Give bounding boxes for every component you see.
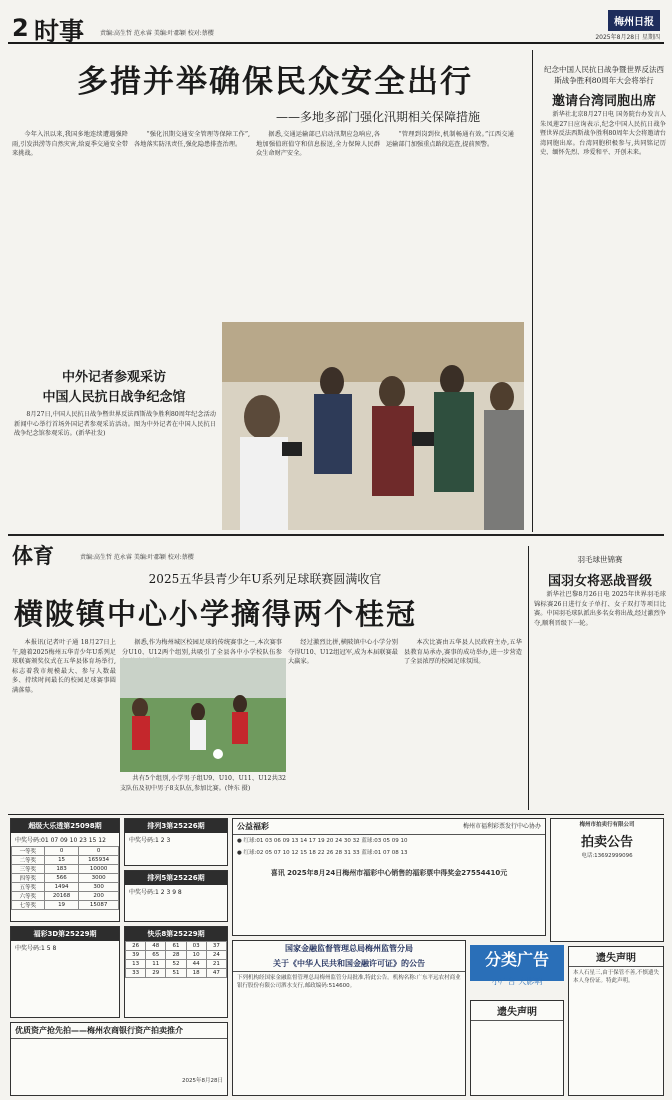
- table-cell: 183: [44, 865, 78, 874]
- table-cell: 19: [44, 901, 78, 910]
- article-text: 本次比赛由五华县人民政府主办,五华县教育局承办,赛事的成功举办,进一步营造了全县浓厚的校园足球氛围。: [404, 639, 522, 666]
- public-lottery-issuer: 梅州市福利彩票发行中心协办: [462, 823, 541, 830]
- public-lottery-draw-1: ● 红球:01 03 06 09 13 14 17 19 20 24 30 32 蓝球:03 05 09 10: [237, 838, 408, 844]
- article-text: 经过激烈比拼,横陂镇中心小学分别夺得U10、U12组冠军,成为本届联赛最大赢家。: [288, 639, 398, 666]
- prize-row: [12, 901, 119, 910]
- table-cell: 24: [206, 951, 226, 960]
- section-title: 时事: [34, 17, 85, 46]
- caption-text: 共有5个组别,小学男子组U9、U10、U11、U12共32支队伍及初中男子8支队伍,参加比赛。(钟东 摄): [120, 775, 286, 792]
- sports-photo: [120, 658, 286, 772]
- table-cell: 1494: [44, 883, 78, 892]
- table-cell: 一等奖: [12, 847, 45, 856]
- table-cell: 48: [146, 942, 166, 951]
- table-cell: 六等奖: [12, 892, 45, 901]
- regulator-notice: [232, 940, 466, 1096]
- table-cell: 26: [126, 942, 146, 951]
- lottery-title: 快乐8第25229期: [125, 927, 227, 941]
- main-subhead: ——多地多部门强化汛期相关保障措施: [275, 110, 480, 124]
- sports-column-3: [288, 638, 398, 810]
- lost-notice-1: [470, 1000, 564, 1096]
- main-headline: 多措并举确保民众安全出行: [77, 64, 473, 100]
- article-column-3: [256, 130, 380, 340]
- auction-headline: 拍卖公告: [580, 835, 633, 851]
- table-cell: 0: [79, 847, 119, 856]
- classified-tagline: 小广告 大影响: [491, 977, 543, 986]
- table-cell: 11: [146, 960, 166, 969]
- sports-headline: 横陂镇中心小学摘得两个桂冠: [14, 597, 418, 631]
- column-divider: [532, 50, 533, 532]
- side-sports-body: [534, 590, 666, 810]
- newspaper-logo: 梅州日报: [608, 10, 660, 31]
- lottery-box-2: [124, 818, 228, 866]
- page-masthead: [8, 4, 664, 44]
- table-cell: 20168: [44, 892, 78, 901]
- sports-subhead: 2025五华县青少年U系列足球联赛圆满收官: [148, 572, 382, 586]
- side-sports-headline: 国羽女将恶战晋级: [547, 574, 652, 589]
- article-text: 据悉,交通运输部已启动汛期应急响应,各地加强值班值守和信息报送,全力保障人民群众生命财产安全。: [256, 131, 380, 158]
- lottery-numbers: 中奖号码:1 5 8: [15, 945, 57, 952]
- article-text: 新华社北京8月27日电 国务院台办发言人朱凤莲27日应询表示,纪念中国人民抗日战争暨世界反法西斯战争胜利80周年大会将邀请台湾同胞出席。台湾同胞积极参与,共同铭记历史、缅怀先烈、珍爱和平、开创未来。: [540, 111, 666, 157]
- article-text: 据悉,作为梅州城区校园足球的传统赛事之一,本次赛事分U10、U12两个组别,共吸引了全县各中小学校队伍参: [122, 639, 282, 656]
- lottery-title: 排列3第25226期: [125, 819, 227, 833]
- article-text: 本报讯(记者叶子通 18月27日上午,随着2025梅州五华青少年U系列足球联赛颁奖仪式在五华县体育场举行,标志着我市规模最大、参与人数最多、持续时间最长的校园足球赛事圆满落幕。: [12, 639, 116, 695]
- public-lottery-title: [233, 819, 545, 835]
- table-cell: 52: [166, 960, 186, 969]
- prize-row: [12, 856, 119, 865]
- table-cell: 200: [79, 892, 119, 901]
- lottery-prize-table: [11, 846, 119, 910]
- side-story-headline: 邀请台湾同胞出席: [551, 94, 656, 109]
- lost-notice-title: 遗失声明: [471, 1001, 563, 1021]
- page-number: 2: [12, 14, 29, 42]
- bank-ad-date: 2025年8月28日: [182, 1078, 223, 1084]
- lottery-number-grid: [125, 941, 227, 978]
- prize-row: [12, 874, 119, 883]
- table-cell: 44: [186, 960, 206, 969]
- auction-org: 梅州市拍卖行有限公司: [579, 822, 635, 828]
- sports-column-4: [404, 638, 522, 810]
- table-cell: 37: [206, 942, 226, 951]
- table-cell: 七等奖: [12, 901, 45, 910]
- caption-text: 8月27日,中国人民抗日战争暨世界反法西斯战争胜利80周年纪念活动新闻中心举行首场外国记者参观采访活动。图为中外记者在中国人民抗日战争纪念馆参观采访。(新华社发): [14, 411, 216, 438]
- number-row: [126, 960, 227, 969]
- photo-title-line-2: 中国人民抗日战争纪念馆: [42, 390, 186, 405]
- bank-auction-ad: [10, 1022, 228, 1096]
- table-cell: 33: [126, 969, 146, 978]
- lost-notice-2: [568, 946, 664, 1096]
- table-cell: 29: [146, 969, 166, 978]
- table-cell: 3000: [79, 874, 119, 883]
- photo-title-line-1: 中外记者参观采访: [61, 370, 166, 385]
- auction-phone: 电话:13692999096: [581, 853, 633, 860]
- side-story-kicker: 纪念中国人民抗日战争暨世界反法西斯战争胜利80周年大会将举行: [544, 65, 664, 85]
- lottery-box-5: [124, 926, 228, 1018]
- table-cell: 51: [166, 969, 186, 978]
- table-cell: 61: [166, 942, 186, 951]
- table-cell: 47: [206, 969, 226, 978]
- article-text: 今年入汛以来,我国多地连续遭遇强降雨,引发洪涝等自然灾害,给夏季交通安全带来挑战。: [12, 131, 128, 158]
- table-cell: 13: [126, 960, 146, 969]
- table-cell: 18: [186, 969, 206, 978]
- lottery-title: 福彩3D第25229期: [11, 927, 119, 941]
- sports-column-1: [12, 638, 116, 810]
- section-divider: [8, 814, 664, 815]
- classified-banner: 分类广告: [470, 945, 564, 981]
- table-cell: 39: [126, 951, 146, 960]
- table-cell: 566: [44, 874, 78, 883]
- sports-photo-illustration: [120, 658, 286, 772]
- section-divider: [8, 534, 664, 536]
- table-cell: 165934: [79, 856, 119, 865]
- article-column-4: [386, 130, 514, 310]
- news-photo-reporters: [222, 322, 524, 530]
- number-row: [126, 951, 227, 960]
- table-cell: 65: [146, 951, 166, 960]
- lottery-box-3: [124, 870, 228, 922]
- prize-row: [12, 865, 119, 874]
- article-text: “管理到岗到位,机制畅通有效。”江西交通运输部门加强重点路段巡查,提前预警。: [386, 131, 514, 148]
- photo-caption: [14, 410, 216, 530]
- sports-photo-caption: [120, 774, 286, 810]
- sports-editors-line: 责编:高生哲 范永睿 美编:叶郡颖 校对:蔡樱: [80, 554, 194, 561]
- auction-ad: [550, 818, 664, 942]
- lottery-numbers: 中奖号码:1 2 3: [129, 837, 171, 844]
- regulator-title: 国家金融监督管理总局梅州监管分局: [285, 944, 413, 953]
- lottery-numbers: 中奖号码:01 07 09 10 23 15 12: [15, 837, 106, 844]
- table-cell: 21: [206, 960, 226, 969]
- table-cell: 三等奖: [12, 865, 45, 874]
- issue-date: 2025年8月28日 星期四: [595, 34, 660, 41]
- number-row: [126, 942, 227, 951]
- lottery-numbers: 中奖号码:1 2 3 9 8: [129, 889, 182, 896]
- table-cell: 二等奖: [12, 856, 45, 865]
- prize-row: [12, 847, 119, 856]
- article-column-2: [134, 130, 250, 340]
- sports-section-title: 体育: [12, 544, 54, 568]
- bank-ad-title: 优质资产抢先拍——梅州农商银行资产拍卖推介: [11, 1023, 227, 1039]
- prize-row: [12, 883, 119, 892]
- table-cell: 10: [186, 951, 206, 960]
- sports-column-2: [122, 638, 282, 660]
- article-text: 新华社巴黎8月26日电 2025年世界羽毛球锦标赛26日进行女子单打、女子双打等项目比赛。中国羽毛球队派出多名女将出战,经过激烈争夺,顺利晋级下一轮。: [534, 591, 666, 627]
- side-story-body: [540, 110, 666, 530]
- table-cell: 15087: [79, 901, 119, 910]
- editors-line: 责编:高生哲 范永睿 美编:叶郡颖 校对:蔡樱: [100, 30, 214, 37]
- table-cell: 五等奖: [12, 883, 45, 892]
- lottery-title: 超级大乐透第25098期: [11, 819, 119, 833]
- public-lottery-bottom: 喜讯 2025年8月24日梅州市福彩中心销售的福彩票中得奖金27554410元: [270, 868, 508, 877]
- lost-notice-2-title: 遗失声明: [569, 947, 663, 967]
- table-cell: 15: [44, 856, 78, 865]
- public-lottery-box: [232, 818, 546, 936]
- public-lottery-title-text: 公益福彩: [237, 822, 269, 831]
- table-cell: 03: [186, 942, 206, 951]
- article-column-1: [12, 130, 128, 340]
- number-row: [126, 969, 227, 978]
- table-cell: 四等奖: [12, 874, 45, 883]
- table-cell: 10000: [79, 865, 119, 874]
- side-sports-kicker: 羽毛球世锦赛: [577, 555, 623, 564]
- article-text: “强化汛期交通安全管理等保障工作”,各地落实防汛责任,强化隐患排查治理。: [134, 131, 250, 148]
- lost-notice-2-body: 本人石星三,由于保管不善,不慎遗失本人身份证。特此声明。: [573, 970, 659, 985]
- prize-row: [12, 892, 119, 901]
- lottery-title: 排列5第25226期: [125, 871, 227, 885]
- table-cell: 28: [166, 951, 186, 960]
- table-cell: 0: [44, 847, 78, 856]
- column-divider: [528, 546, 529, 810]
- lottery-box-4: [10, 926, 120, 1018]
- table-cell: 300: [79, 883, 119, 892]
- regulator-body: 下列机构经国家金融监督管理总局梅州监管分局批准,特此公告。机构名称:广东平远农村商业银行股份有限公司泗水支行,邮政编码:514600。: [237, 975, 461, 990]
- lottery-box-1: [10, 818, 120, 922]
- regulator-subtitle: 关于《中华人民共和国金融许可证》的公告: [233, 956, 465, 972]
- photo-illustration: [222, 322, 524, 530]
- public-lottery-draw-2: ● 红球:02 05 07 10 12 15 18 22 26 28 31 33 蓝球:01 07 08 13: [237, 850, 408, 857]
